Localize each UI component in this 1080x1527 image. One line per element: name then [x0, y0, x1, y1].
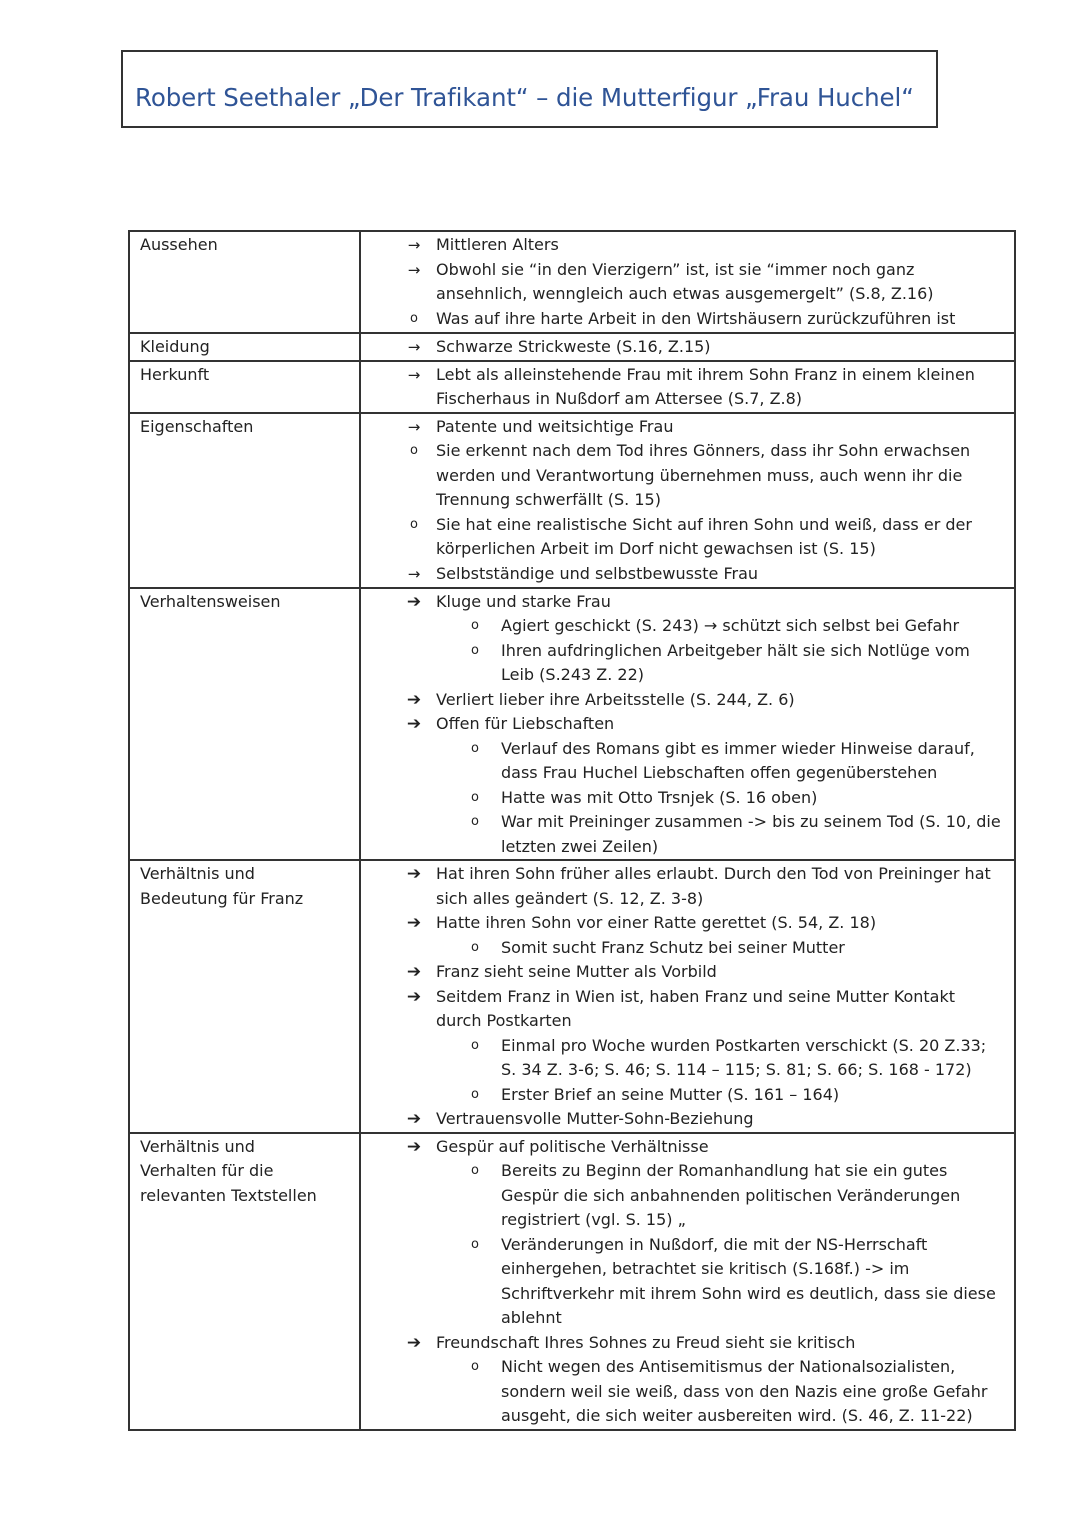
bullet-circle-icon: o — [471, 1037, 479, 1053]
item-text: Schwarze Strickweste (S.16, Z.15) — [436, 337, 711, 356]
bold-arrow-icon: ➔ — [406, 864, 422, 884]
list-item — [361, 415, 1014, 440]
list-item — [361, 590, 1014, 615]
table-row — [129, 588, 1015, 861]
row-content-cell — [360, 361, 1015, 413]
table-row — [129, 1133, 1015, 1430]
bullet-circle-icon: o — [410, 310, 418, 326]
item-text: Franz sieht seine Mutter als Vorbild — [436, 962, 717, 981]
list-item — [361, 1233, 1014, 1331]
list-item — [361, 639, 1014, 688]
list-item — [361, 1107, 1014, 1132]
row-label-cell — [129, 333, 360, 361]
row-content-cell — [360, 413, 1015, 588]
row-content-cell — [360, 333, 1015, 361]
table-row — [129, 231, 1015, 333]
list-item — [361, 712, 1014, 737]
item-text: Lebt als alleinstehende Frau mit ihrem Sohn Franz in einem kleinen Fischerhaus in Nußdorf am Attersee (S.7, Z.8) — [436, 364, 975, 408]
item-text: Was auf ihre harte Arbeit in den Wirtshäusern zurückzuführen ist — [436, 308, 956, 328]
bullet-circle-icon: o — [471, 740, 479, 756]
item-text: Sie erkennt nach dem Tod ihres Gönners, dass ihr Sohn erwachsen werden und Verantwortung übernehmen muss, auch wenn ihr die Trennung schwerfällt (S. 15) — [436, 441, 971, 509]
list-item — [361, 688, 1014, 713]
item-text: War mit Preininger zusammen -> bis zu seinem Tod (S. 10, die letzten zwei Zeilen) — [501, 812, 1001, 856]
bold-arrow-icon: ➔ — [406, 913, 422, 933]
list-item — [361, 862, 1014, 911]
list-item — [361, 960, 1014, 985]
list-item — [361, 1135, 1014, 1160]
bullet-circle-icon: o — [410, 443, 418, 458]
bold-arrow-icon: ➔ — [406, 714, 422, 734]
document-title: Robert Seethaler „Der Trafikant“ – die Mutterfigur „Frau Huchel“ — [135, 83, 914, 112]
list-item — [361, 307, 1014, 332]
row-label: Aussehen — [140, 235, 218, 254]
row-label-cell — [129, 231, 360, 333]
item-text: Agiert geschickt (S. 243) → schützt sich selbst bei Gefahr — [501, 616, 960, 635]
row-label: Verhältnis und Verhalten für die relevanten Textstellen — [140, 1136, 317, 1205]
list-item — [361, 985, 1014, 1034]
title-box — [121, 50, 938, 128]
item-text: Seitdem Franz in Wien ist, haben Franz und seine Mutter Kontakt durch Postkarten — [436, 986, 955, 1030]
arrow-icon: → — [407, 365, 421, 384]
item-text: Selbstständige und selbstbewusste Frau — [436, 563, 759, 583]
item-text: Offen für Liebschaften — [436, 714, 615, 733]
table-row — [129, 361, 1015, 413]
bullet-circle-icon: o — [471, 789, 479, 805]
item-text: Hatte ihren Sohn vor einer Ratte gerettet (S. 54, Z. 18) — [436, 913, 877, 932]
item-text: Verlauf des Romans gibt es immer wieder Hinweise darauf, dass Frau Huchel Liebschaften offen gegenüberstehen — [501, 738, 975, 782]
bold-arrow-icon: ➔ — [406, 986, 422, 1007]
item-text: Sie hat eine realistische Sicht auf ihren Sohn und weiß, dass er der körperlichen Arbeit im Dorf nicht gewachsen ist (S. 15) — [436, 514, 972, 558]
bullet-circle-icon: o — [471, 618, 479, 633]
bullet-circle-icon: o — [410, 516, 418, 532]
arrow-icon: → — [407, 338, 421, 356]
item-text: Patente und weitsichtige Frau — [436, 416, 674, 436]
list-item — [361, 513, 1014, 562]
list-item — [361, 810, 1014, 859]
bold-arrow-icon: ➔ — [406, 591, 422, 612]
list-item — [361, 614, 1014, 639]
bold-arrow-icon: ➔ — [406, 1332, 422, 1353]
bold-arrow-icon: ➔ — [406, 962, 422, 982]
bullet-circle-icon: o — [471, 939, 479, 955]
arrow-icon: → — [407, 260, 421, 279]
table-row — [129, 860, 1015, 1133]
item-text: Hatte was mit Otto Trsnjek (S. 16 oben) — [501, 787, 818, 807]
item-text: Bereits zu Beginn der Romanhandlung hat sie ein gutes Gespür die sich anbahnenden politischen Veränderungen registriert (vgl. S. 15) „ — [501, 1161, 961, 1229]
item-text: Kluge und starke Frau — [436, 591, 611, 611]
list-item — [361, 737, 1014, 786]
item-text: Gespür auf politische Verhältnisse — [436, 1136, 709, 1156]
list-item — [361, 439, 1014, 513]
list-item — [361, 363, 1014, 412]
item-text: Obwohl sie “in den Vierzigern” ist, ist sie “immer noch ganz ansehnlich, wenngleich auch etwas ausgemergelt” (S.8, Z.16) — [436, 259, 934, 303]
row-label-cell — [129, 1133, 360, 1430]
table-row — [129, 413, 1015, 588]
list-item — [361, 1331, 1014, 1356]
item-text: Veränderungen in Nußdorf, die mit der NS-Herrschaft einhergehen, betrachtet sie kritisch (S.168f.) -> im Schriftverkehr mit ihrem Sohn wird es deutlich, dass sie diese ablehnt — [501, 1234, 996, 1327]
row-label-cell — [129, 588, 360, 861]
item-text: Ihren aufdringlichen Arbeitgeber hält sie sich Notlüge vom Leib (S.243 Z. 22) — [501, 640, 970, 684]
list-item — [361, 1083, 1014, 1108]
list-item — [361, 258, 1014, 307]
list-item — [361, 911, 1014, 936]
item-text: Somit sucht Franz Schutz bei seiner Mutter — [501, 937, 845, 957]
item-text: Freundschaft Ihres Sohnes zu Freud sieht sie kritisch — [436, 1332, 856, 1352]
item-text: Mittleren Alters — [436, 235, 559, 254]
character-table — [128, 230, 1016, 1431]
row-label-cell — [129, 860, 360, 1133]
row-label: Verhältnis und Bedeutung für Franz — [140, 864, 304, 908]
list-item — [361, 786, 1014, 811]
item-text: Erster Brief an seine Mutter (S. 161 – 164) — [501, 1084, 840, 1104]
table-row — [129, 333, 1015, 361]
arrow-icon: → — [407, 236, 421, 254]
row-content-cell — [360, 231, 1015, 333]
item-text: Hat ihren Sohn früher alles erlaubt. Durch den Tod von Preininger hat sich alles geändert (S. 12, Z. 3-8) — [436, 864, 991, 908]
list-item — [361, 233, 1014, 258]
bullet-circle-icon: o — [471, 814, 479, 829]
row-content-cell — [360, 860, 1015, 1133]
row-content-cell — [360, 1133, 1015, 1430]
bullet-circle-icon: o — [471, 642, 479, 658]
arrow-icon: → — [407, 417, 421, 436]
row-label: Verhaltensweisen — [140, 591, 281, 611]
bold-arrow-icon: ➔ — [406, 1109, 422, 1129]
item-text: Verliert lieber ihre Arbeitsstelle (S. 244, Z. 6) — [436, 689, 795, 709]
row-label: Herkunft — [140, 364, 210, 384]
row-content-cell — [360, 588, 1015, 861]
list-item — [361, 936, 1014, 961]
arrow-icon: → — [407, 564, 421, 583]
row-label: Eigenschaften — [140, 416, 254, 436]
list-item — [361, 1159, 1014, 1233]
list-item — [361, 335, 1014, 360]
row-label: Kleidung — [140, 337, 210, 356]
item-text: Nicht wegen des Antisemitismus der Nationalsozialisten, sondern weil sie weiß, dass von den Nazis eine große Gefahr ausgeht, die sich weiter ausbereiten wird. (S. 46, Z. 11-22) — [501, 1357, 988, 1425]
list-item — [361, 562, 1014, 587]
bullet-circle-icon: o — [471, 1163, 479, 1178]
bullet-circle-icon: o — [471, 1086, 479, 1102]
row-label-cell — [129, 361, 360, 413]
list-item — [361, 1034, 1014, 1083]
list-item — [361, 1355, 1014, 1429]
item-text: Vertrauensvolle Mutter-Sohn-Beziehung — [436, 1109, 754, 1128]
item-text: Einmal pro Woche wurden Postkarten verschickt (S. 20 Z.33; S. 34 Z. 3-6; S. 46; S. 114 – 115; S. 81; S. 66; S. 168 - 172) — [501, 1035, 987, 1079]
row-label-cell — [129, 413, 360, 588]
bold-arrow-icon: ➔ — [406, 689, 422, 710]
bullet-circle-icon: o — [471, 1359, 479, 1374]
bold-arrow-icon: ➔ — [406, 1136, 422, 1157]
bullet-circle-icon: o — [471, 1236, 479, 1252]
